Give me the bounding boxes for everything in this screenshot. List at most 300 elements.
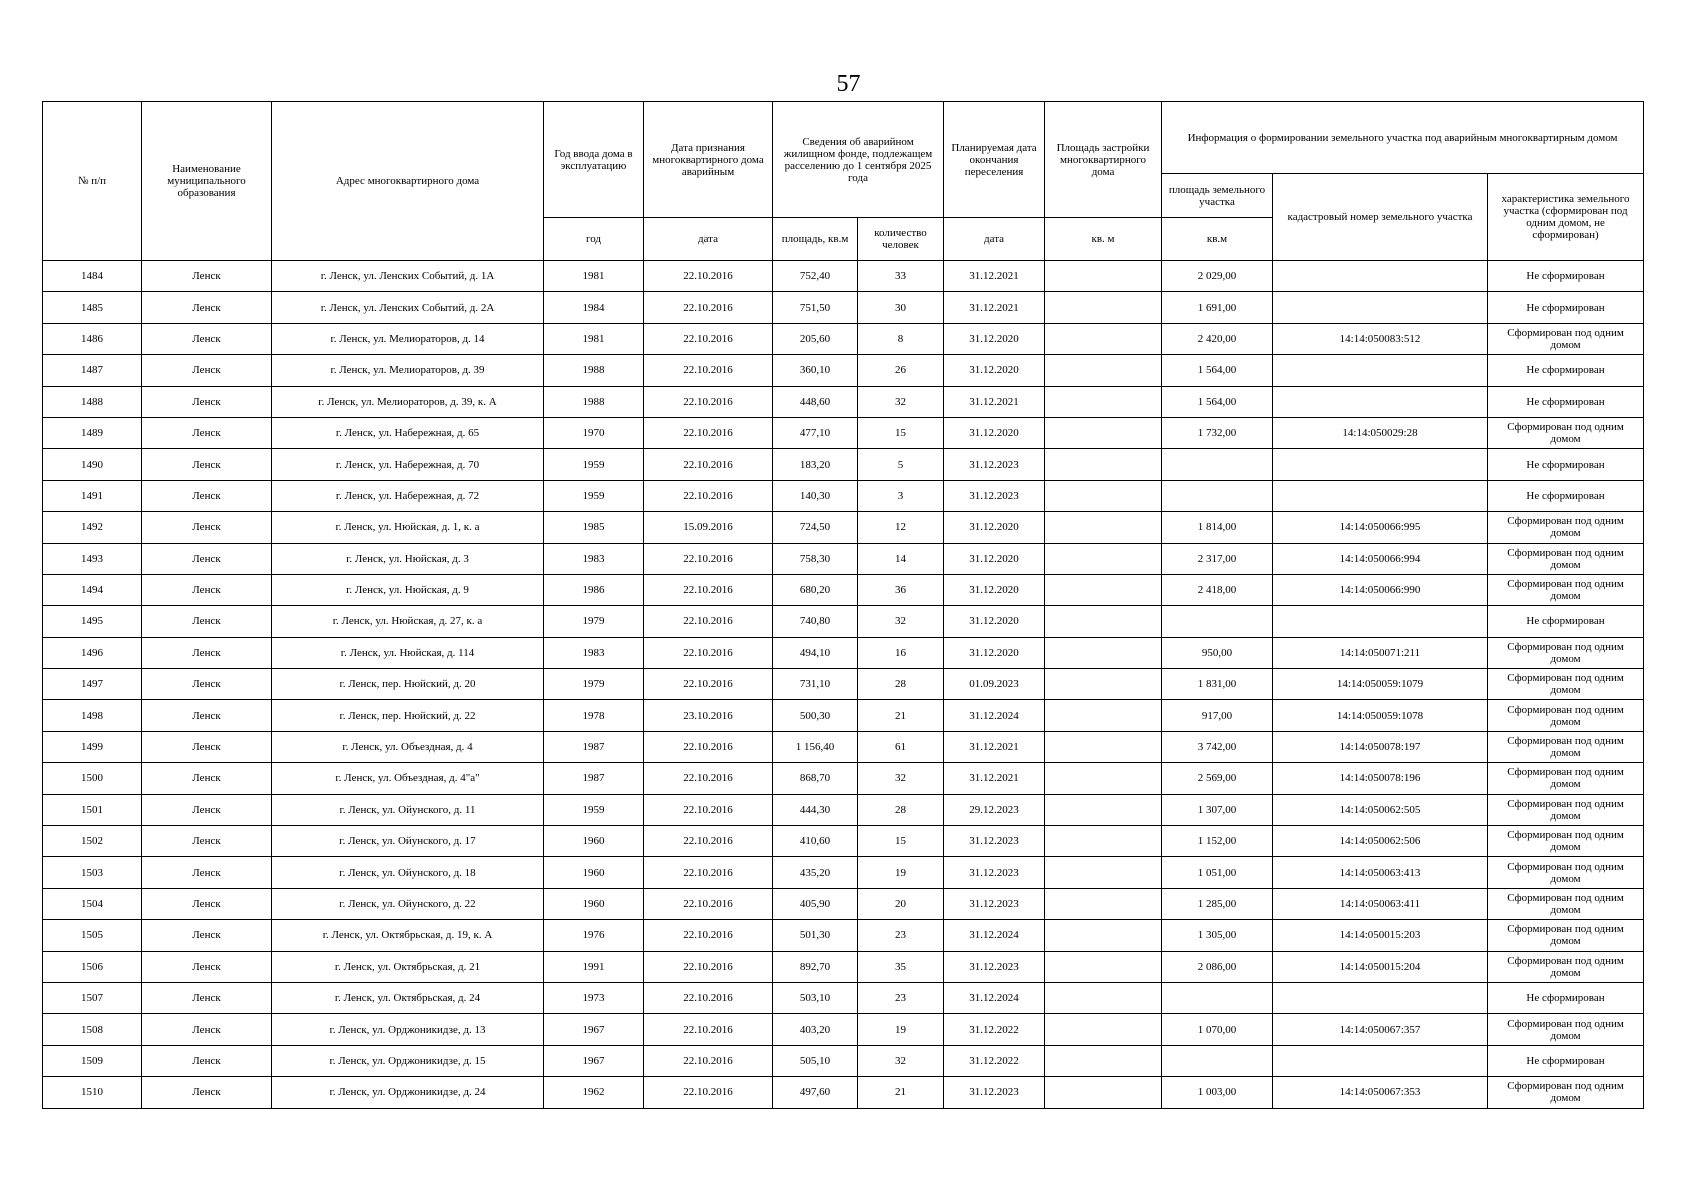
row-number-cell: 1509 xyxy=(43,1045,142,1076)
cadastral-number-cell: 14:14:050063:413 xyxy=(1273,857,1488,888)
municipality-cell: Ленск xyxy=(142,606,272,637)
row-number-cell: 1485 xyxy=(43,292,142,323)
area-cell: 751,50 xyxy=(773,292,858,323)
land-status-cell: Сформирован под одним домом xyxy=(1488,1077,1644,1108)
year-cell: 1979 xyxy=(544,669,644,700)
cadastral-number-cell xyxy=(1273,292,1488,323)
row-number-cell: 1497 xyxy=(43,669,142,700)
year-cell: 1981 xyxy=(544,261,644,292)
area-cell: 403,20 xyxy=(773,1014,858,1045)
people-count-cell: 23 xyxy=(858,982,944,1013)
built-area-cell xyxy=(1045,480,1162,511)
people-count-cell: 20 xyxy=(858,888,944,919)
declared-date-cell: 22.10.2016 xyxy=(644,449,773,480)
municipality-cell: Ленск xyxy=(142,637,272,668)
municipality-cell: Ленск xyxy=(142,763,272,794)
year-cell: 1967 xyxy=(544,1014,644,1045)
area-cell: 505,10 xyxy=(773,1045,858,1076)
built-area-cell xyxy=(1045,355,1162,386)
land-area-cell: 3 742,00 xyxy=(1162,731,1273,762)
land-area-cell: 2 420,00 xyxy=(1162,323,1273,354)
land-status-cell: Не сформирован xyxy=(1488,480,1644,511)
land-status-cell: Сформирован под одним домом xyxy=(1488,826,1644,857)
land-status-cell: Сформирован под одним домом xyxy=(1488,920,1644,951)
cadastral-number-cell xyxy=(1273,982,1488,1013)
header-emergency-housing: Сведения об аварийном жилищном фонде, подлежащем расселению до 1 сентября 2025 года xyxy=(773,102,944,218)
land-area-cell: 2 569,00 xyxy=(1162,763,1273,794)
municipality-cell: Ленск xyxy=(142,574,272,605)
built-area-cell xyxy=(1045,637,1162,668)
address-cell: г. Ленск, ул. Мелиораторов, д. 39 xyxy=(272,355,544,386)
municipality-cell: Ленск xyxy=(142,669,272,700)
municipality-cell: Ленск xyxy=(142,323,272,354)
people-count-cell: 15 xyxy=(858,417,944,448)
address-cell: г. Ленск, ул. Набережная, д. 72 xyxy=(272,480,544,511)
declared-date-cell: 22.10.2016 xyxy=(644,1077,773,1108)
municipality-cell: Ленск xyxy=(142,512,272,543)
declared-date-cell: 22.10.2016 xyxy=(644,355,773,386)
cadastral-number-cell xyxy=(1273,449,1488,480)
planned-date-cell: 31.12.2023 xyxy=(944,857,1045,888)
declared-date-cell: 22.10.2016 xyxy=(644,982,773,1013)
built-area-cell xyxy=(1045,888,1162,919)
built-area-cell xyxy=(1045,951,1162,982)
land-status-cell: Сформирован под одним домом xyxy=(1488,951,1644,982)
address-cell: г. Ленск, ул. Орджоникидзе, д. 15 xyxy=(272,1045,544,1076)
municipality-cell: Ленск xyxy=(142,386,272,417)
address-cell: г. Ленск, ул. Ойунского, д. 22 xyxy=(272,888,544,919)
built-area-cell xyxy=(1045,261,1162,292)
table-row xyxy=(43,982,1644,1013)
year-cell: 1978 xyxy=(544,700,644,731)
table-row xyxy=(43,261,1644,292)
area-cell: 494,10 xyxy=(773,637,858,668)
cadastral-number-cell: 14:14:050078:196 xyxy=(1273,763,1488,794)
planned-date-cell: 31.12.2024 xyxy=(944,982,1045,1013)
municipality-cell: Ленск xyxy=(142,355,272,386)
table-row xyxy=(43,606,1644,637)
year-cell: 1988 xyxy=(544,355,644,386)
land-status-cell: Сформирован под одним домом xyxy=(1488,888,1644,919)
land-status-cell: Сформирован под одним домом xyxy=(1488,543,1644,574)
people-count-cell: 23 xyxy=(858,920,944,951)
people-count-cell: 14 xyxy=(858,543,944,574)
row-number-cell: 1493 xyxy=(43,543,142,574)
declared-date-cell: 22.10.2016 xyxy=(644,920,773,951)
planned-date-cell: 31.12.2021 xyxy=(944,763,1045,794)
cadastral-number-cell: 14:14:050062:505 xyxy=(1273,794,1488,825)
built-area-cell xyxy=(1045,1045,1162,1076)
year-cell: 1959 xyxy=(544,449,644,480)
declared-date-cell: 22.10.2016 xyxy=(644,543,773,574)
row-number-cell: 1503 xyxy=(43,857,142,888)
cadastral-number-cell: 14:14:050066:990 xyxy=(1273,574,1488,605)
area-cell: 680,20 xyxy=(773,574,858,605)
land-area-cell xyxy=(1162,449,1273,480)
table-row xyxy=(43,888,1644,919)
cadastral-number-cell xyxy=(1273,386,1488,417)
table-row xyxy=(43,1077,1644,1108)
planned-date-cell: 31.12.2020 xyxy=(944,574,1045,605)
row-number-cell: 1496 xyxy=(43,637,142,668)
planned-date-cell: 31.12.2024 xyxy=(944,920,1045,951)
page-number: 57 xyxy=(836,71,861,97)
row-number-cell: 1502 xyxy=(43,826,142,857)
cadastral-number-cell: 14:14:050078:197 xyxy=(1273,731,1488,762)
planned-date-cell: 31.12.2022 xyxy=(944,1014,1045,1045)
planned-date-cell: 31.12.2023 xyxy=(944,1077,1045,1108)
row-number-cell: 1499 xyxy=(43,731,142,762)
land-area-cell xyxy=(1162,606,1273,637)
built-area-cell xyxy=(1045,449,1162,480)
address-cell: г. Ленск, ул. Набережная, д. 65 xyxy=(272,417,544,448)
planned-date-cell: 31.12.2023 xyxy=(944,826,1045,857)
address-cell: г. Ленск, ул. Ойунского, д. 18 xyxy=(272,857,544,888)
land-status-cell: Сформирован под одним домом xyxy=(1488,794,1644,825)
area-cell: 183,20 xyxy=(773,449,858,480)
header-land-status: характеристика земельного участка (сформирован под одним домом, не сформирован) xyxy=(1488,174,1644,261)
municipality-cell: Ленск xyxy=(142,543,272,574)
land-status-cell: Не сформирован xyxy=(1488,386,1644,417)
land-status-cell: Сформирован под одним домом xyxy=(1488,857,1644,888)
planned-date-cell: 31.12.2023 xyxy=(944,449,1045,480)
declared-date-cell: 22.10.2016 xyxy=(644,763,773,794)
planned-date-cell: 31.12.2020 xyxy=(944,606,1045,637)
people-count-cell: 12 xyxy=(858,512,944,543)
row-number-cell: 1505 xyxy=(43,920,142,951)
cadastral-number-cell xyxy=(1273,480,1488,511)
header-built-area: Площадь застройки многоквартирного дома xyxy=(1045,102,1162,218)
people-count-cell: 19 xyxy=(858,1014,944,1045)
address-cell: г. Ленск, пер. Нюйский, д. 20 xyxy=(272,669,544,700)
planned-date-cell: 01.09.2023 xyxy=(944,669,1045,700)
area-cell: 752,40 xyxy=(773,261,858,292)
declared-date-cell: 22.10.2016 xyxy=(644,574,773,605)
land-area-cell: 1 564,00 xyxy=(1162,355,1273,386)
land-area-cell: 1 307,00 xyxy=(1162,794,1273,825)
row-number-cell: 1500 xyxy=(43,763,142,794)
people-count-cell: 33 xyxy=(858,261,944,292)
municipality-cell: Ленск xyxy=(142,951,272,982)
cadastral-number-cell: 14:14:050062:506 xyxy=(1273,826,1488,857)
built-area-cell xyxy=(1045,574,1162,605)
land-area-cell: 950,00 xyxy=(1162,637,1273,668)
people-count-cell: 3 xyxy=(858,480,944,511)
declared-date-cell: 22.10.2016 xyxy=(644,669,773,700)
planned-date-cell: 31.12.2023 xyxy=(944,951,1045,982)
built-area-cell xyxy=(1045,543,1162,574)
address-cell: г. Ленск, ул. Ойунского, д. 17 xyxy=(272,826,544,857)
built-area-cell xyxy=(1045,292,1162,323)
table-row xyxy=(43,1014,1644,1045)
row-number-cell: 1504 xyxy=(43,888,142,919)
built-area-cell xyxy=(1045,700,1162,731)
municipality-cell: Ленск xyxy=(142,1077,272,1108)
cadastral-number-cell: 14:14:050083:512 xyxy=(1273,323,1488,354)
municipality-cell: Ленск xyxy=(142,888,272,919)
declared-date-cell: 22.10.2016 xyxy=(644,857,773,888)
area-cell: 205,60 xyxy=(773,323,858,354)
row-number-cell: 1506 xyxy=(43,951,142,982)
people-count-cell: 32 xyxy=(858,386,944,417)
year-cell: 1988 xyxy=(544,386,644,417)
municipality-cell: Ленск xyxy=(142,920,272,951)
header-land-area: площадь земельного участка xyxy=(1162,174,1273,218)
table-row xyxy=(43,543,1644,574)
table-row xyxy=(43,763,1644,794)
row-number-cell: 1490 xyxy=(43,449,142,480)
land-status-cell: Не сформирован xyxy=(1488,606,1644,637)
built-area-cell xyxy=(1045,1014,1162,1045)
built-area-cell xyxy=(1045,417,1162,448)
declared-date-cell: 22.10.2016 xyxy=(644,951,773,982)
header-land-info: Информация о формировании земельного участка под аварийным многоквартирным домом xyxy=(1162,102,1644,174)
municipality-cell: Ленск xyxy=(142,1014,272,1045)
year-cell: 1959 xyxy=(544,480,644,511)
cadastral-number-cell: 14:14:050071:211 xyxy=(1273,637,1488,668)
table-row xyxy=(43,292,1644,323)
header-date-declared: Дата признания многоквартирного дома аварийным xyxy=(644,102,773,218)
declared-date-cell: 22.10.2016 xyxy=(644,1014,773,1045)
year-cell: 1979 xyxy=(544,606,644,637)
address-cell: г. Ленск, ул. Набережная, д. 70 xyxy=(272,449,544,480)
land-area-cell: 917,00 xyxy=(1162,700,1273,731)
year-cell: 1983 xyxy=(544,543,644,574)
declared-date-cell: 22.10.2016 xyxy=(644,794,773,825)
people-count-cell: 21 xyxy=(858,700,944,731)
row-number-cell: 1507 xyxy=(43,982,142,1013)
header-address: Адрес многоквартирного дома xyxy=(272,102,544,261)
land-area-cell: 1 051,00 xyxy=(1162,857,1273,888)
area-cell: 501,30 xyxy=(773,920,858,951)
municipality-cell: Ленск xyxy=(142,292,272,323)
cadastral-number-cell: 14:14:050059:1079 xyxy=(1273,669,1488,700)
people-count-cell: 30 xyxy=(858,292,944,323)
area-cell: 410,60 xyxy=(773,826,858,857)
land-area-cell xyxy=(1162,982,1273,1013)
municipality-cell: Ленск xyxy=(142,794,272,825)
area-cell: 731,10 xyxy=(773,669,858,700)
people-count-cell: 15 xyxy=(858,826,944,857)
address-cell: г. Ленск, ул. Ойунского, д. 11 xyxy=(272,794,544,825)
year-cell: 1973 xyxy=(544,982,644,1013)
declared-date-cell: 22.10.2016 xyxy=(644,261,773,292)
planned-date-cell: 31.12.2020 xyxy=(944,637,1045,668)
area-cell: 1 156,40 xyxy=(773,731,858,762)
address-cell: г. Ленск, ул. Нюйская, д. 1, к. а xyxy=(272,512,544,543)
address-cell: г. Ленск, ул. Ленских Событий, д. 1А xyxy=(272,261,544,292)
built-area-cell xyxy=(1045,826,1162,857)
table-row xyxy=(43,417,1644,448)
built-area-cell xyxy=(1045,669,1162,700)
table-row xyxy=(43,951,1644,982)
area-cell: 740,80 xyxy=(773,606,858,637)
area-cell: 360,10 xyxy=(773,355,858,386)
row-number-cell: 1489 xyxy=(43,417,142,448)
year-cell: 1967 xyxy=(544,1045,644,1076)
land-area-cell xyxy=(1162,480,1273,511)
cadastral-number-cell xyxy=(1273,606,1488,637)
built-area-cell xyxy=(1045,323,1162,354)
planned-date-cell: 31.12.2020 xyxy=(944,355,1045,386)
cadastral-number-cell: 14:14:050015:204 xyxy=(1273,951,1488,982)
municipality-cell: Ленск xyxy=(142,826,272,857)
land-status-cell: Сформирован под одним домом xyxy=(1488,417,1644,448)
cadastral-number-cell: 14:14:050066:995 xyxy=(1273,512,1488,543)
land-area-cell: 1 070,00 xyxy=(1162,1014,1273,1045)
header-cadastral-number: кадастровый номер земельного участка xyxy=(1273,174,1488,261)
table-row xyxy=(43,574,1644,605)
area-cell: 444,30 xyxy=(773,794,858,825)
municipality-cell: Ленск xyxy=(142,480,272,511)
header-row-number: № п/п xyxy=(43,102,142,261)
land-area-cell: 2 029,00 xyxy=(1162,261,1273,292)
land-status-cell: Не сформирован xyxy=(1488,261,1644,292)
area-cell: 500,30 xyxy=(773,700,858,731)
year-cell: 1960 xyxy=(544,857,644,888)
table-row xyxy=(43,731,1644,762)
land-area-cell: 1 732,00 xyxy=(1162,417,1273,448)
year-cell: 1981 xyxy=(544,323,644,354)
address-cell: г. Ленск, ул. Орджоникидзе, д. 13 xyxy=(272,1014,544,1045)
municipality-cell: Ленск xyxy=(142,982,272,1013)
year-cell: 1986 xyxy=(544,574,644,605)
built-area-cell xyxy=(1045,512,1162,543)
land-area-cell: 1 152,00 xyxy=(1162,826,1273,857)
header-municipality: Наименование муниципального образования xyxy=(142,102,272,261)
people-count-cell: 32 xyxy=(858,606,944,637)
municipality-cell: Ленск xyxy=(142,449,272,480)
cadastral-number-cell: 14:14:050029:28 xyxy=(1273,417,1488,448)
row-number-cell: 1508 xyxy=(43,1014,142,1045)
land-area-cell: 2 086,00 xyxy=(1162,951,1273,982)
year-cell: 1960 xyxy=(544,826,644,857)
planned-date-cell: 31.12.2021 xyxy=(944,292,1045,323)
table-row xyxy=(43,669,1644,700)
table-row xyxy=(43,480,1644,511)
table-header xyxy=(43,102,1644,261)
land-area-cell: 1 285,00 xyxy=(1162,888,1273,919)
area-cell: 497,60 xyxy=(773,1077,858,1108)
unit-built-sqm: кв. м xyxy=(1045,218,1162,261)
area-cell: 503,10 xyxy=(773,982,858,1013)
row-number-cell: 1501 xyxy=(43,794,142,825)
table-row xyxy=(43,323,1644,354)
area-cell: 477,10 xyxy=(773,417,858,448)
people-count-cell: 35 xyxy=(858,951,944,982)
year-cell: 1987 xyxy=(544,731,644,762)
unit-area: площадь, кв.м xyxy=(773,218,858,261)
declared-date-cell: 22.10.2016 xyxy=(644,637,773,668)
year-cell: 1984 xyxy=(544,292,644,323)
area-cell: 868,70 xyxy=(773,763,858,794)
row-number-cell: 1486 xyxy=(43,323,142,354)
built-area-cell xyxy=(1045,386,1162,417)
address-cell: г. Ленск, ул. Нюйская, д. 9 xyxy=(272,574,544,605)
land-area-cell: 1 691,00 xyxy=(1162,292,1273,323)
year-cell: 1991 xyxy=(544,951,644,982)
built-area-cell xyxy=(1045,606,1162,637)
land-area-cell: 1 831,00 xyxy=(1162,669,1273,700)
address-cell: г. Ленск, ул. Орджоникидзе, д. 24 xyxy=(272,1077,544,1108)
address-cell: г. Ленск, ул. Мелиораторов, д. 39, к. А xyxy=(272,386,544,417)
land-status-cell: Сформирован под одним домом xyxy=(1488,700,1644,731)
cadastral-number-cell: 14:14:050015:203 xyxy=(1273,920,1488,951)
land-status-cell: Не сформирован xyxy=(1488,1045,1644,1076)
land-area-cell xyxy=(1162,1045,1273,1076)
people-count-cell: 5 xyxy=(858,449,944,480)
table-row xyxy=(43,920,1644,951)
land-status-cell: Сформирован под одним домом xyxy=(1488,731,1644,762)
year-cell: 1976 xyxy=(544,920,644,951)
cadastral-number-cell: 14:14:050067:357 xyxy=(1273,1014,1488,1045)
address-cell: г. Ленск, ул. Ленских Событий, д. 2А xyxy=(272,292,544,323)
year-cell: 1962 xyxy=(544,1077,644,1108)
people-count-cell: 28 xyxy=(858,669,944,700)
table-row xyxy=(43,355,1644,386)
people-count-cell: 16 xyxy=(858,637,944,668)
built-area-cell xyxy=(1045,763,1162,794)
table-body xyxy=(43,261,1644,1109)
address-cell: г. Ленск, ул. Мелиораторов, д. 14 xyxy=(272,323,544,354)
built-area-cell xyxy=(1045,920,1162,951)
unit-year: год xyxy=(544,218,644,261)
planned-date-cell: 31.12.2021 xyxy=(944,731,1045,762)
declared-date-cell: 22.10.2016 xyxy=(644,826,773,857)
declared-date-cell: 22.10.2016 xyxy=(644,386,773,417)
address-cell: г. Ленск, ул. Нюйская, д. 114 xyxy=(272,637,544,668)
declared-date-cell: 22.10.2016 xyxy=(644,292,773,323)
municipality-cell: Ленск xyxy=(142,731,272,762)
declared-date-cell: 22.10.2016 xyxy=(644,323,773,354)
declared-date-cell: 22.10.2016 xyxy=(644,888,773,919)
row-number-cell: 1488 xyxy=(43,386,142,417)
year-cell: 1985 xyxy=(544,512,644,543)
address-cell: г. Ленск, ул. Объездная, д. 4"а" xyxy=(272,763,544,794)
row-number-cell: 1498 xyxy=(43,700,142,731)
address-cell: г. Ленск, ул. Объездная, д. 4 xyxy=(272,731,544,762)
area-cell: 435,20 xyxy=(773,857,858,888)
land-status-cell: Сформирован под одним домом xyxy=(1488,669,1644,700)
land-status-cell: Не сформирован xyxy=(1488,292,1644,323)
declared-date-cell: 23.10.2016 xyxy=(644,700,773,731)
area-cell: 405,90 xyxy=(773,888,858,919)
people-count-cell: 28 xyxy=(858,794,944,825)
planned-date-cell: 31.12.2023 xyxy=(944,480,1045,511)
land-area-cell: 1 564,00 xyxy=(1162,386,1273,417)
land-status-cell: Не сформирован xyxy=(1488,982,1644,1013)
planned-date-cell: 29.12.2023 xyxy=(944,794,1045,825)
area-cell: 892,70 xyxy=(773,951,858,982)
area-cell: 724,50 xyxy=(773,512,858,543)
land-status-cell: Не сформирован xyxy=(1488,355,1644,386)
header-year-commissioned: Год ввода дома в эксплуатацию xyxy=(544,102,644,218)
address-cell: г. Ленск, ул. Октябрьская, д. 19, к. А xyxy=(272,920,544,951)
cadastral-number-cell xyxy=(1273,1045,1488,1076)
people-count-cell: 32 xyxy=(858,763,944,794)
table-row xyxy=(43,857,1644,888)
land-status-cell: Сформирован под одним домом xyxy=(1488,1014,1644,1045)
row-number-cell: 1495 xyxy=(43,606,142,637)
emergency-housing-table xyxy=(42,101,1644,1109)
built-area-cell xyxy=(1045,982,1162,1013)
planned-date-cell: 31.12.2024 xyxy=(944,700,1045,731)
cadastral-number-cell: 14:14:050063:411 xyxy=(1273,888,1488,919)
land-status-cell: Не сформирован xyxy=(1488,449,1644,480)
row-number-cell: 1484 xyxy=(43,261,142,292)
year-cell: 1987 xyxy=(544,763,644,794)
land-status-cell: Сформирован под одним домом xyxy=(1488,512,1644,543)
